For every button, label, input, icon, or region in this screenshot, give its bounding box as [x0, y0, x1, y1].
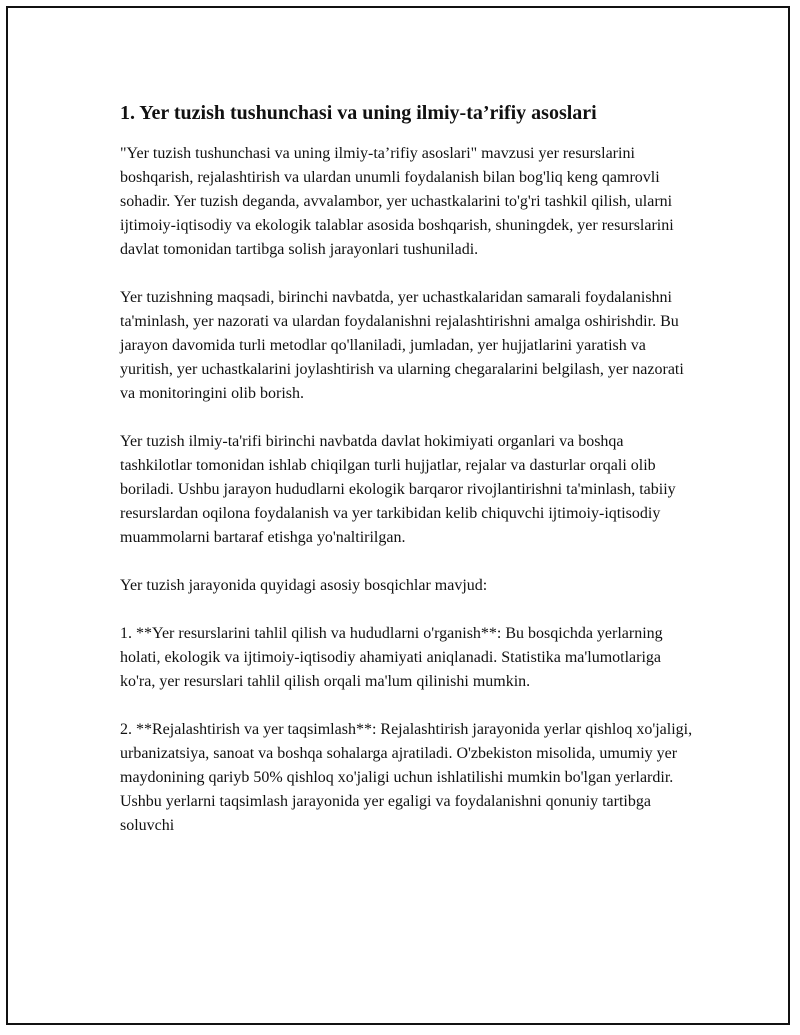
paragraph-3: Yer tuzish ilmiy-ta'rifi birinchi navbatda davlat hokimiyati organlari va boshqa tashkilotlar tomonidan ishlab chiqilgan turli hujjatlar, rejalar va dasturlar orqali olib boriladi. Ushbu jarayon hududlarni ekologik barqaror rivojlantirishni ta'minlash, tabiiy resurslardan oqilona foydalanish va yer tarkibidan kelib chiquvchi ijtimoiy-iqtisodiy muammolarni bartaraf etishga yo'naltirilgan.	[120, 433, 676, 546]
document-body	[120, 100, 695, 862]
list-item-1: 1. **Yer resurslarini tahlil qilish va hududlarni o'rganish**: Bu bosqichda yerlarning holati, ekologik va ijtimoiy-iqtisodiy ahamiyati aniqlanadi. Statistika ma'lumotlariga ko'ra, yer resurslari tahlil qilish orqali ma'lum qilinishi mumkin.	[120, 625, 663, 690]
paragraph-1: "Yer tuzish tushunchasi va uning ilmiy-ta’rifiy asoslari" mavzusi yer resurslarini boshqarish, rejalashtirish va ulardan unumli foydalanish bilan bog'liq keng qamrovli sohadir. Yer tuzish deganda, avvalambor, yer uchastkalarini to'g'ri tashkil qilish, ularni ijtimoiy-iqtisodiy va ekologik talablar asosida boshqarish, shuningdek, yer resurslarini davlat tomonidan tartibga solish jarayonlari tushuniladi.	[120, 145, 674, 258]
list-item-2: 2. **Rejalashtirish va yer taqsimlash**: Rejalashtirish jarayonida yerlar qishloq xo'jaligi, urbanizatsiya, sanoat va boshqa sohalarga ajratiladi. O'zbekiston misolida, umumiy yer maydonining qariyb 50% qishloq xo'jaligi uchun ishlatilishi mumkin bo'lgan yerlardir. Ushbu yerlarni taqsimlash jarayonida yer egaligi va foydalanishni qonuniy tartibga soluvchi	[120, 721, 693, 834]
paragraph-2: Yer tuzishning maqsadi, birinchi navbatda, yer uchastkalaridan samarali foydalanishni ta'minlash, yer nazorati va ulardan foydalanishni rejalashtirishni amalga oshirishdir. Bu jarayon davomida turli metodlar qo'llaniladi, jumladan, yer hujjatlarini yaratish va yuritish, yer uchastkalarini joylashtirish va ularning chegaralarini belgilash, yer nazorati va monitoringini olib borish.	[120, 289, 684, 402]
page-frame	[6, 6, 790, 1025]
paragraph-4: Yer tuzish jarayonida quyidagi asosiy bosqichlar mavjud:	[120, 577, 488, 594]
document-title: 1. Yer tuzish tushunchasi va uning ilmiy-ta’rifiy asoslari	[120, 102, 597, 124]
